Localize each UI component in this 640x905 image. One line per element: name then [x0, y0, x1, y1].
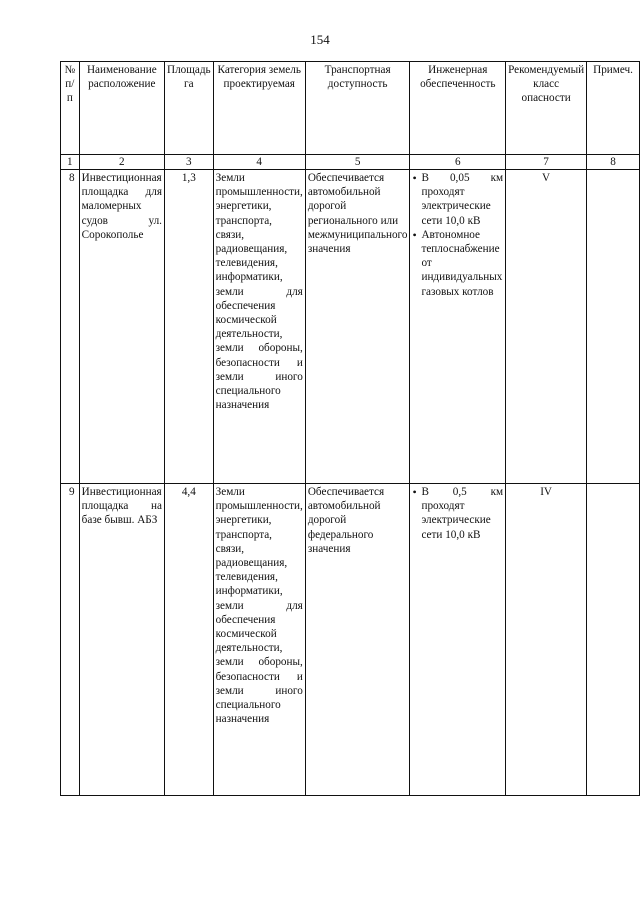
column-number: 4	[213, 155, 305, 170]
page-number: 154	[310, 32, 330, 47]
engineering-cell	[410, 484, 506, 796]
column-number: 8	[587, 155, 640, 170]
row-number: 8	[61, 170, 80, 484]
engineering-item: • Автономное теплоснабжение от индивидуальных газовых котлов	[421, 228, 503, 299]
land-plots-table	[60, 61, 640, 796]
column-number: 3	[164, 155, 213, 170]
plot-area: 1,3	[164, 170, 213, 484]
header-name: Наименование расположение	[79, 62, 164, 155]
column-number: 2	[79, 155, 164, 170]
header-row	[61, 62, 640, 155]
header-transport: Транспортная доступность	[305, 62, 410, 155]
hazard-class: V	[506, 170, 587, 484]
header-note: Примеч.	[587, 62, 640, 155]
hazard-class: IV	[506, 484, 587, 796]
note-cell	[587, 170, 640, 484]
plot-area: 4,4	[164, 484, 213, 796]
transport-access: Обеспечивается автомобильной дорогой регионального или межмуниципального значения	[305, 170, 410, 484]
header-num: № п/п	[61, 62, 80, 155]
column-number: 5	[305, 155, 410, 170]
column-number: 6	[410, 155, 506, 170]
header-hazard-class: Рекомендуемый класс опасности	[506, 62, 587, 155]
header-engineering: Инженерная обеспеченность	[410, 62, 506, 155]
column-number-row	[61, 155, 640, 170]
plot-name: Инвестиционная площадка на базе бывш. АБЗ	[79, 484, 164, 796]
engineering-item: • В 0,5 км проходят электрические сети 10,0 кВ	[421, 485, 503, 542]
land-category: Земли промышленности, энергетики, транспорта, связи, радиовещания, телевидения, информатики, земли для обеспечения космической деятельности, земли обороны, безопасности и земли иного специального назначения	[213, 484, 305, 796]
table-row	[61, 484, 640, 796]
header-area: Площадь га	[164, 62, 213, 155]
engineering-cell	[410, 170, 506, 484]
land-category: Земли промышленности, энергетики, транспорта, связи, радиовещания, телевидения, информатики, земли для обеспечения космической деятельности, земли обороны, безопасности и земли иного специального назначения	[213, 170, 305, 484]
note-cell	[587, 484, 640, 796]
column-number: 7	[506, 155, 587, 170]
transport-access: Обеспечивается автомобильной дорогой федерального значения	[305, 484, 410, 796]
table-row	[61, 170, 640, 484]
header-category: Категория земель проектируемая	[213, 62, 305, 155]
row-number: 9	[61, 484, 80, 796]
column-number: 1	[61, 155, 80, 170]
plot-name: Инвестиционная площадка для маломерных судов ул. Сорокополье	[79, 170, 164, 484]
engineering-item: • В 0,05 км проходят электрические сети 10,0 кВ	[421, 171, 503, 228]
